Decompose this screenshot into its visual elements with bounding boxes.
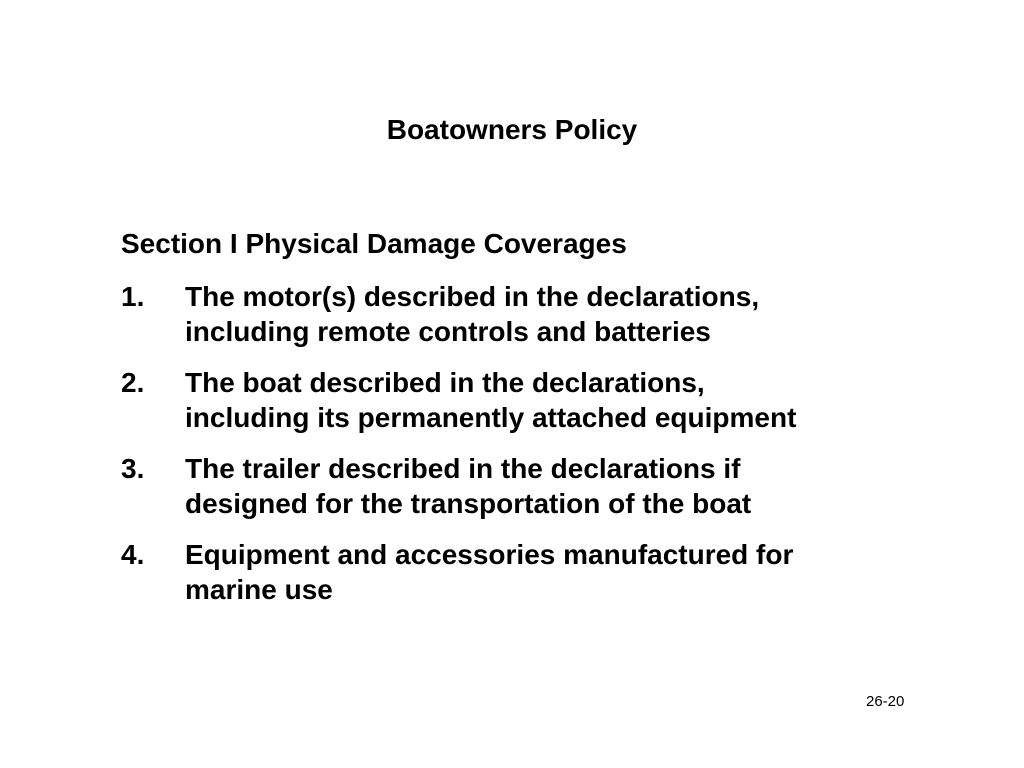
coverage-list bbox=[121, 279, 921, 607]
slide-title: Boatowners Policy bbox=[386, 114, 638, 145]
item-number: 1. bbox=[121, 281, 145, 312]
item-text-line: The boat described in the declarations, bbox=[185, 367, 705, 398]
item-number: 3. bbox=[121, 453, 145, 484]
item-text-line: marine use bbox=[185, 574, 333, 605]
list-item bbox=[121, 279, 921, 349]
item-text-line: The motor(s) described in the declarations, bbox=[185, 281, 760, 312]
item-text-line: designed for the transportation of the boat bbox=[185, 488, 752, 519]
item-text-line: including remote controls and batteries bbox=[185, 316, 711, 347]
item-text-line: including its permanently attached equipment bbox=[185, 402, 797, 433]
list-item bbox=[121, 365, 921, 435]
item-text-line: The trailer described in the declarations if bbox=[185, 453, 741, 484]
section-heading: Section I Physical Damage Coverages bbox=[121, 228, 627, 259]
list-item bbox=[121, 537, 921, 607]
list-item bbox=[121, 451, 921, 521]
item-number: 4. bbox=[121, 539, 145, 570]
item-text-line: Equipment and accessories manufactured for bbox=[185, 539, 794, 570]
item-number: 2. bbox=[121, 367, 145, 398]
page-number: 26-20 bbox=[866, 693, 905, 710]
